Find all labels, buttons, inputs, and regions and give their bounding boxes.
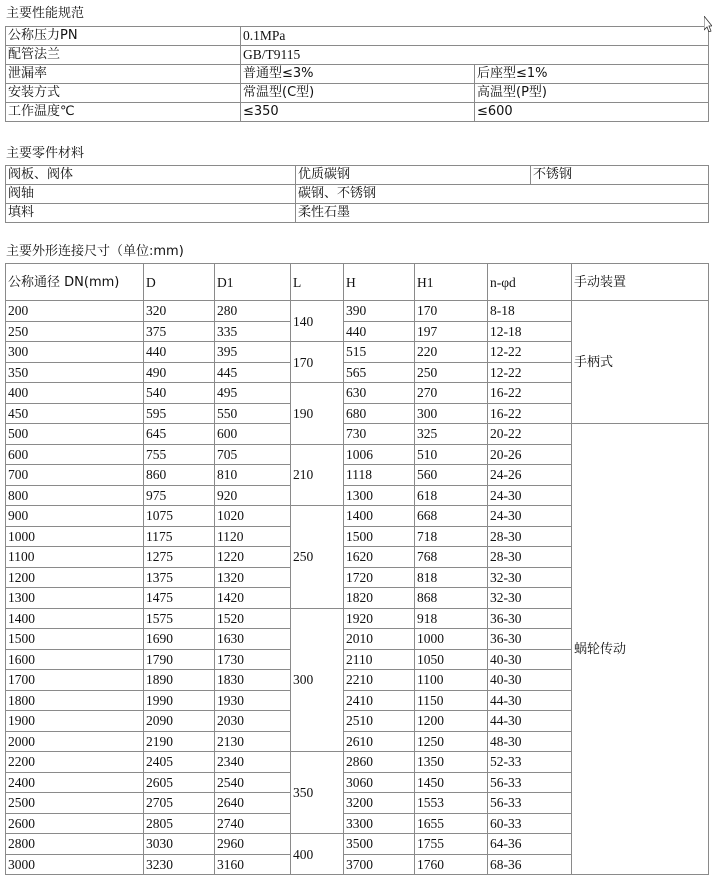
cell-d: 2090 (144, 711, 215, 732)
cell-h1: 1760 (415, 854, 488, 875)
cell-h: 2510 (344, 711, 415, 732)
table-row (6, 27, 709, 46)
cell-h: 3200 (344, 793, 415, 814)
cell-dn: 800 (6, 485, 144, 506)
cell-h: 3500 (344, 834, 415, 855)
cell-d: 490 (144, 362, 215, 383)
table-row (6, 185, 709, 204)
cell-d: 320 (144, 301, 215, 322)
cell-dn: 1400 (6, 608, 144, 629)
header-dn: 公称通径 DN(mm) (6, 264, 144, 301)
cell-d: 595 (144, 403, 215, 424)
section-title-dimensions: 主要外形连接尺寸（单位:mm) (6, 244, 184, 259)
cell-n-phi-d: 56-33 (488, 772, 572, 793)
cell-d1: 3160 (215, 854, 291, 875)
cell-h1: 768 (415, 547, 488, 568)
cell-dn: 300 (6, 342, 144, 363)
header-h1: H1 (415, 264, 488, 301)
cell-d1: 395 (215, 342, 291, 363)
cursor-icon (704, 16, 712, 32)
cell-n-phi-d: 28-30 (488, 526, 572, 547)
cell-manual-device: 蜗轮传动 (572, 424, 709, 875)
cell-dn: 2000 (6, 731, 144, 752)
cell-h: 515 (344, 342, 415, 363)
cell-d1: 810 (215, 465, 291, 486)
material-value: 优质碳钢 (296, 166, 531, 185)
cell-d: 2705 (144, 793, 215, 814)
table-row (6, 204, 709, 223)
cell-dn: 500 (6, 424, 144, 445)
cell-d: 1075 (144, 506, 215, 527)
cell-n-phi-d: 8-18 (488, 301, 572, 322)
spec-label: 配管法兰 (6, 46, 241, 65)
cell-d1: 1120 (215, 526, 291, 547)
cell-d: 2805 (144, 813, 215, 834)
cell-dn: 1000 (6, 526, 144, 547)
cell-dn: 350 (6, 362, 144, 383)
cell-d1: 2740 (215, 813, 291, 834)
cell-d1: 2540 (215, 772, 291, 793)
spec-value: 0.1MPa (241, 27, 709, 46)
table-row (6, 424, 709, 445)
spec-value: 常温型(C型) (241, 84, 475, 103)
cell-h1: 250 (415, 362, 488, 383)
cell-h: 390 (344, 301, 415, 322)
cell-n-phi-d: 20-26 (488, 444, 572, 465)
cell-d: 2605 (144, 772, 215, 793)
cell-d1: 495 (215, 383, 291, 404)
cell-l: 140 (291, 301, 344, 342)
cell-n-phi-d: 40-30 (488, 649, 572, 670)
cell-d1: 1420 (215, 588, 291, 609)
cell-d1: 1220 (215, 547, 291, 568)
cell-h: 3300 (344, 813, 415, 834)
cell-h: 565 (344, 362, 415, 383)
cell-h1: 300 (415, 403, 488, 424)
cell-d1: 1020 (215, 506, 291, 527)
cell-n-phi-d: 68-36 (488, 854, 572, 875)
table-row (6, 46, 709, 65)
cell-d: 1990 (144, 690, 215, 711)
cell-l: 170 (291, 342, 344, 383)
cell-d1: 2340 (215, 752, 291, 773)
cell-n-phi-d: 36-30 (488, 608, 572, 629)
cell-d1: 2640 (215, 793, 291, 814)
cell-d: 2405 (144, 752, 215, 773)
cell-h1: 1450 (415, 772, 488, 793)
cell-d1: 280 (215, 301, 291, 322)
spec-value: 后座型≤1% (475, 65, 709, 84)
cell-h1: 560 (415, 465, 488, 486)
table-row (6, 166, 709, 185)
cell-h: 2610 (344, 731, 415, 752)
cell-n-phi-d: 24-30 (488, 485, 572, 506)
cell-n-phi-d: 12-18 (488, 321, 572, 342)
cell-n-phi-d: 64-36 (488, 834, 572, 855)
header-h: H (344, 264, 415, 301)
cell-h1: 618 (415, 485, 488, 506)
table-header-row (6, 264, 709, 301)
cell-l: 350 (291, 752, 344, 834)
cell-l: 400 (291, 834, 344, 875)
header-manual-device: 手动装置 (572, 264, 709, 301)
material-part: 填料 (6, 204, 296, 223)
performance-spec-table (5, 26, 709, 122)
header-d: D (144, 264, 215, 301)
cell-d1: 550 (215, 403, 291, 424)
cell-h: 440 (344, 321, 415, 342)
cell-n-phi-d: 16-22 (488, 403, 572, 424)
cell-dn: 250 (6, 321, 144, 342)
section-title-performance: 主要性能规范 (6, 6, 85, 21)
cell-l: 210 (291, 444, 344, 506)
cell-d: 3030 (144, 834, 215, 855)
spec-label: 安装方式 (6, 84, 241, 103)
cell-h1: 1350 (415, 752, 488, 773)
cell-dn: 2200 (6, 752, 144, 773)
dimensions-table (5, 263, 709, 875)
cell-d: 3230 (144, 854, 215, 875)
cell-h: 2860 (344, 752, 415, 773)
cell-h: 3700 (344, 854, 415, 875)
cell-dn: 1600 (6, 649, 144, 670)
cell-d1: 705 (215, 444, 291, 465)
cell-n-phi-d: 60-33 (488, 813, 572, 834)
header-l: L (291, 264, 344, 301)
cell-d1: 1930 (215, 690, 291, 711)
table-row (6, 84, 709, 103)
material-value: 碳钢、不锈钢 (296, 185, 709, 204)
cell-d1: 920 (215, 485, 291, 506)
cell-dn: 1300 (6, 588, 144, 609)
cell-h: 1720 (344, 567, 415, 588)
cell-h1: 170 (415, 301, 488, 322)
cell-h: 1006 (344, 444, 415, 465)
section-title-materials: 主要零件材料 (6, 146, 85, 161)
cell-d: 1175 (144, 526, 215, 547)
header-d1: D1 (215, 264, 291, 301)
cell-d1: 1830 (215, 670, 291, 691)
cell-h1: 325 (415, 424, 488, 445)
cell-d: 755 (144, 444, 215, 465)
cell-l: 190 (291, 383, 344, 445)
cell-n-phi-d: 44-30 (488, 690, 572, 711)
cell-h1: 1000 (415, 629, 488, 650)
spec-value: GB/T9115 (241, 46, 709, 65)
spec-value: ≤600 (475, 103, 709, 122)
cell-h: 1300 (344, 485, 415, 506)
cell-h: 2410 (344, 690, 415, 711)
cell-n-phi-d: 56-33 (488, 793, 572, 814)
spec-value: ≤350 (241, 103, 475, 122)
cell-h: 2210 (344, 670, 415, 691)
cell-dn: 1800 (6, 690, 144, 711)
table-row (6, 301, 709, 322)
cell-dn: 1900 (6, 711, 144, 732)
cell-h1: 668 (415, 506, 488, 527)
cell-n-phi-d: 24-30 (488, 506, 572, 527)
cell-l: 300 (291, 608, 344, 752)
cell-d: 440 (144, 342, 215, 363)
cell-manual-device: 手柄式 (572, 301, 709, 424)
cell-l: 250 (291, 506, 344, 609)
material-part: 阀轴 (6, 185, 296, 204)
cell-h1: 220 (415, 342, 488, 363)
cell-h: 730 (344, 424, 415, 445)
cell-n-phi-d: 12-22 (488, 362, 572, 383)
cell-h: 1620 (344, 547, 415, 568)
cell-h: 630 (344, 383, 415, 404)
cell-dn: 2500 (6, 793, 144, 814)
spec-value: 高温型(P型) (475, 84, 709, 103)
cell-h: 680 (344, 403, 415, 424)
cell-n-phi-d: 36-30 (488, 629, 572, 650)
cell-n-phi-d: 24-26 (488, 465, 572, 486)
cell-h1: 818 (415, 567, 488, 588)
cell-h: 2010 (344, 629, 415, 650)
cell-d: 1690 (144, 629, 215, 650)
spec-label: 泄漏率 (6, 65, 241, 84)
cell-h1: 1755 (415, 834, 488, 855)
cell-h1: 1150 (415, 690, 488, 711)
cell-h1: 718 (415, 526, 488, 547)
spec-value: 普通型≤3% (241, 65, 475, 84)
cell-d: 375 (144, 321, 215, 342)
cell-h1: 1200 (415, 711, 488, 732)
cell-d: 1890 (144, 670, 215, 691)
cell-h: 1500 (344, 526, 415, 547)
cell-n-phi-d: 20-22 (488, 424, 572, 445)
cell-n-phi-d: 52-33 (488, 752, 572, 773)
spec-label: 工作温度℃ (6, 103, 241, 122)
cell-dn: 2600 (6, 813, 144, 834)
header-n-phi-d: n-φd (488, 264, 572, 301)
cell-h1: 918 (415, 608, 488, 629)
cell-h: 1820 (344, 588, 415, 609)
cell-d1: 1730 (215, 649, 291, 670)
cell-h1: 270 (415, 383, 488, 404)
cell-d1: 2960 (215, 834, 291, 855)
cell-d: 975 (144, 485, 215, 506)
cell-dn: 2800 (6, 834, 144, 855)
cell-n-phi-d: 48-30 (488, 731, 572, 752)
cell-dn: 600 (6, 444, 144, 465)
cell-n-phi-d: 32-30 (488, 567, 572, 588)
cell-d: 645 (144, 424, 215, 445)
cell-h: 1920 (344, 608, 415, 629)
cell-d1: 1320 (215, 567, 291, 588)
cell-dn: 1200 (6, 567, 144, 588)
cell-d1: 445 (215, 362, 291, 383)
table-row (6, 103, 709, 122)
cell-d1: 2130 (215, 731, 291, 752)
cell-d1: 335 (215, 321, 291, 342)
cell-h: 2110 (344, 649, 415, 670)
cell-dn: 3000 (6, 854, 144, 875)
cell-d: 1275 (144, 547, 215, 568)
cell-h: 1400 (344, 506, 415, 527)
cell-d1: 1630 (215, 629, 291, 650)
cell-dn: 200 (6, 301, 144, 322)
cell-dn: 400 (6, 383, 144, 404)
cell-d1: 600 (215, 424, 291, 445)
material-part: 阀板、阀体 (6, 166, 296, 185)
cell-h: 1118 (344, 465, 415, 486)
cell-h1: 1050 (415, 649, 488, 670)
cell-n-phi-d: 12-22 (488, 342, 572, 363)
cell-n-phi-d: 40-30 (488, 670, 572, 691)
cell-dn: 700 (6, 465, 144, 486)
cell-h1: 510 (415, 444, 488, 465)
material-value: 柔性石墨 (296, 204, 709, 223)
cell-d1: 2030 (215, 711, 291, 732)
cell-n-phi-d: 16-22 (488, 383, 572, 404)
cell-h1: 1250 (415, 731, 488, 752)
cell-dn: 450 (6, 403, 144, 424)
cell-d1: 1520 (215, 608, 291, 629)
cell-dn: 2400 (6, 772, 144, 793)
cell-dn: 900 (6, 506, 144, 527)
cell-n-phi-d: 28-30 (488, 547, 572, 568)
cell-h1: 868 (415, 588, 488, 609)
material-value: 不锈钢 (531, 166, 709, 185)
cell-d: 540 (144, 383, 215, 404)
cell-h1: 197 (415, 321, 488, 342)
cell-d: 860 (144, 465, 215, 486)
cell-d: 1790 (144, 649, 215, 670)
cell-d: 1375 (144, 567, 215, 588)
cell-n-phi-d: 44-30 (488, 711, 572, 732)
spec-label: 公称压力PN (6, 27, 241, 46)
cell-dn: 1100 (6, 547, 144, 568)
materials-table (5, 165, 709, 223)
cell-dn: 1500 (6, 629, 144, 650)
cell-dn: 1700 (6, 670, 144, 691)
cell-h: 3060 (344, 772, 415, 793)
cell-d: 1475 (144, 588, 215, 609)
table-row (6, 65, 709, 84)
cell-d: 1575 (144, 608, 215, 629)
cell-h1: 1100 (415, 670, 488, 691)
cell-n-phi-d: 32-30 (488, 588, 572, 609)
cell-h1: 1655 (415, 813, 488, 834)
cell-h1: 1553 (415, 793, 488, 814)
cell-d: 2190 (144, 731, 215, 752)
